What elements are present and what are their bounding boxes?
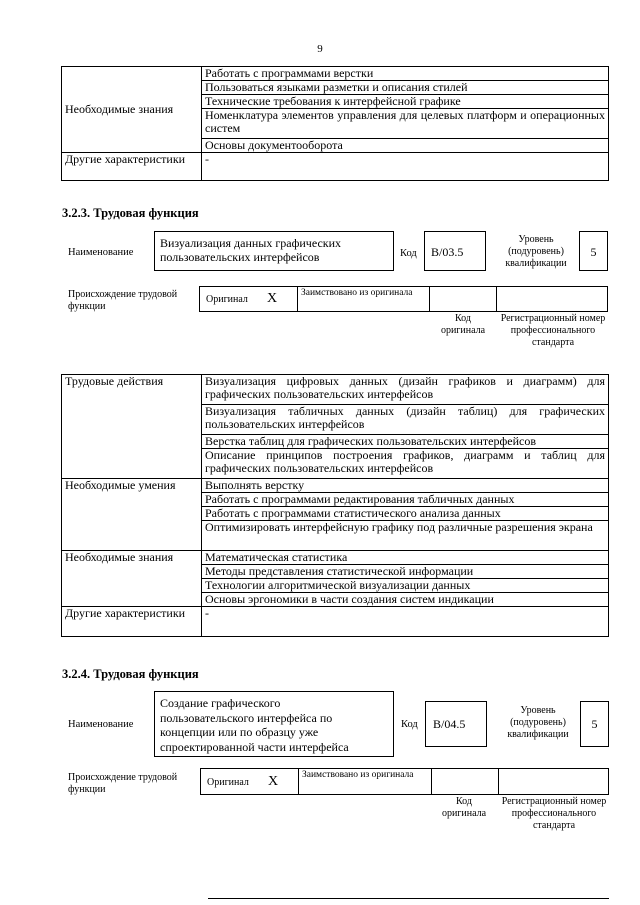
table-row: Верстка таблиц для графических пользовательских интерфейсов <box>202 435 609 449</box>
top-table-row: Основы документооборота <box>202 139 609 153</box>
name-value-323: Визуализация данных графических пользовательских интерфейсов <box>160 236 342 264</box>
top-competency-table <box>61 66 609 181</box>
table-row: Визуализация табличных данных (дизайн таблиц) для графических пользовательских интерфейсов <box>202 405 609 435</box>
code-value-324: B/04.5 <box>433 717 466 731</box>
origin-label-324: Происхождение трудовой функции <box>68 772 178 795</box>
level-label-324: Уровень (подуровень) квалификации <box>507 705 569 740</box>
code-box-323 <box>424 231 486 271</box>
top-table-row: Технические требования к интерфейсной графике <box>202 95 609 109</box>
code-label-323: Код <box>400 248 417 259</box>
borrowed-label-323: Заимствовано из оригинала <box>301 288 413 298</box>
group-label-actions: Трудовые действия <box>62 375 202 479</box>
code-original-label-323: Код оригинала <box>440 313 486 336</box>
level-value-323: 5 <box>590 245 597 259</box>
table-row: Математическая статистика <box>202 551 609 565</box>
top-table-row: Работать с программами верстки <box>202 67 609 81</box>
group-label-knowledge: Необходимые знания <box>62 551 202 607</box>
reg-number-label-324: Регистрационный номер профессионального стандарта <box>501 796 607 831</box>
table-row: Технологии алгоритмической визуализации данных <box>202 579 609 593</box>
code-box-324 <box>425 701 487 747</box>
original-mark-323: X <box>267 291 278 306</box>
table-row: Основы эргономики в части создания систем индикации <box>202 593 609 607</box>
section-title-323: 3.2.3. Трудовая функция <box>62 206 199 220</box>
table-row: Выполнять верстку <box>202 479 609 493</box>
reg-number-label-323: Регистрационный номер профессионального стандарта <box>500 313 606 348</box>
original-label-323: Оригинал <box>206 294 248 305</box>
table-row: Работать с программами редактирования табличных данных <box>202 493 609 507</box>
table-row: Работать с программами статистического анализа данных <box>202 507 609 521</box>
function-details-table <box>61 374 609 637</box>
top-table-row: - <box>202 153 609 181</box>
name-label-324: Наименование <box>68 719 134 730</box>
origin-label-323: Происхождение трудовой функции <box>68 289 178 312</box>
name-box-323 <box>154 231 394 271</box>
table-row: Методы представления статистической информации <box>202 565 609 579</box>
original-label-324: Оригинал <box>207 777 249 788</box>
code-label-324: Код <box>401 719 418 730</box>
group-label-other: Другие характеристики <box>62 607 202 637</box>
level-value-324: 5 <box>591 717 598 731</box>
name-value-324: Создание графического пользовательского интерфейса по концепции или по образцу уже спроектированной части интерфейса <box>160 696 349 754</box>
top-table-row: Номенклатура элементов управления для целевых платформ и операционных систем <box>202 109 609 139</box>
next-table-top-edge <box>208 898 609 899</box>
original-mark-324: X <box>268 774 279 789</box>
code-value-323: B/03.5 <box>431 245 464 259</box>
name-box-324 <box>154 691 394 757</box>
top-table-label-other: Другие характеристики <box>62 153 202 181</box>
level-label-323: Уровень (подуровень) квалификации <box>505 234 567 269</box>
top-table-label-knowledge: Необходимые знания <box>62 67 202 153</box>
top-table-row: Пользоваться языками разметки и описания стилей <box>202 81 609 95</box>
level-box-324 <box>580 701 609 747</box>
table-row: Визуализация цифровых данных (дизайн графиков и диаграмм) для графических пользовательских интерфейсов <box>202 375 609 405</box>
table-row: Оптимизировать интерфейсную графику под различные разрешения экрана <box>202 521 609 551</box>
table-row: - <box>202 607 609 637</box>
table-row: Описание принципов построения графиков, диаграмм и таблиц для графических пользовательских интерфейсов <box>202 449 609 479</box>
section-title-324: 3.2.4. Трудовая функция <box>62 667 199 681</box>
borrowed-label-324: Заимствовано из оригинала <box>302 770 414 780</box>
level-box-323 <box>579 231 608 271</box>
name-label-323: Наименование <box>68 247 134 258</box>
code-original-label-324: Код оригинала <box>441 796 487 819</box>
group-label-skills: Необходимые умения <box>62 479 202 551</box>
page-number: 9 <box>317 43 323 55</box>
